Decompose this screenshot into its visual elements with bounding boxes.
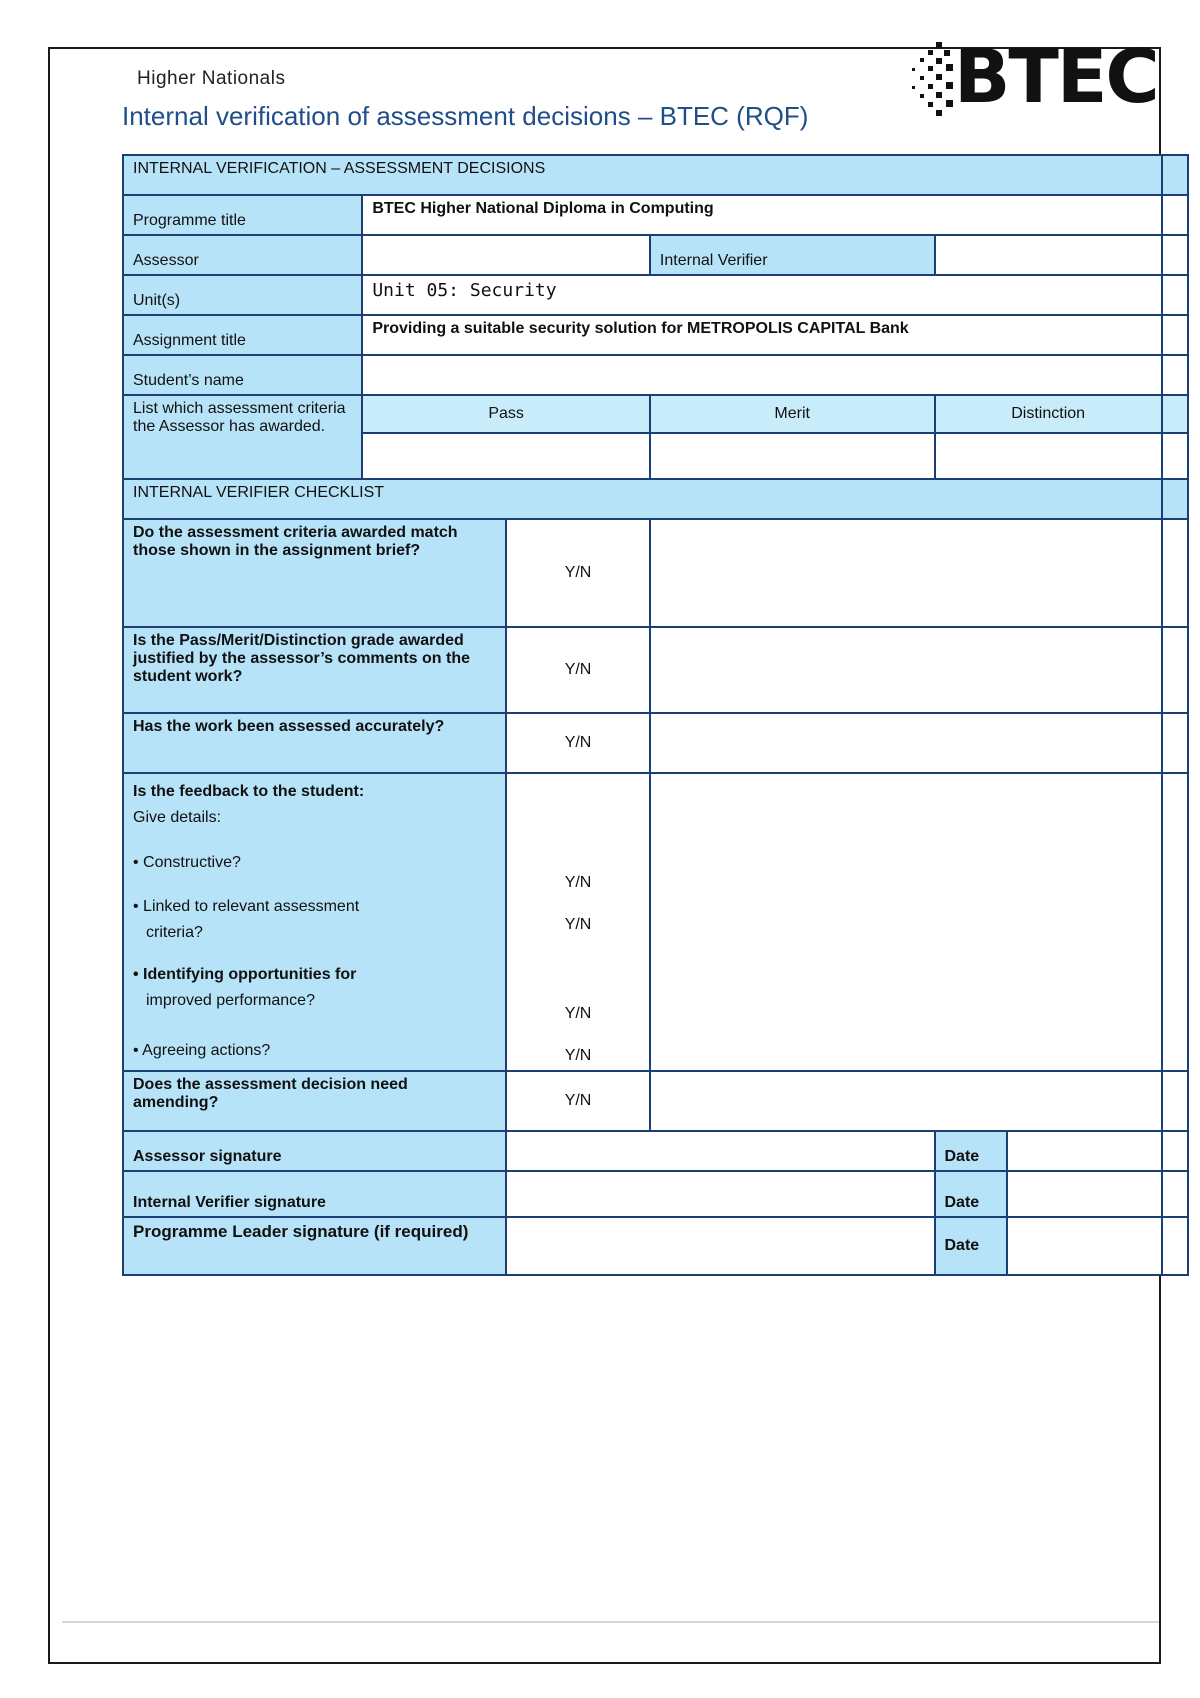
yes-no-field[interactable]: Y/N: [506, 519, 650, 627]
checklist-question: Do the assessment criteria awarded match those shown in the assignment brief?: [123, 519, 506, 627]
feedback-subheading: Give details:: [133, 809, 222, 826]
feedback-item: • Constructive?: [133, 854, 241, 871]
row-strip: [1162, 235, 1188, 275]
btec-logo: [906, 34, 1158, 120]
assessor-label: Assessor: [123, 235, 362, 275]
row-strip: [1162, 1131, 1188, 1171]
programme-title-label: Programme title: [123, 195, 362, 235]
feedback-comment-field[interactable]: [650, 773, 1162, 1071]
row-strip: [1162, 355, 1188, 395]
programme-group-label: Higher Nationals: [137, 68, 286, 89]
yes-no-field[interactable]: Y/N: [564, 916, 592, 933]
comment-field[interactable]: [650, 627, 1162, 713]
assignment-title-label: Assignment title: [123, 315, 362, 355]
feedback-item: • Identifying opportunities for: [133, 966, 357, 983]
feedback-yes-no-group: [506, 773, 650, 1071]
yes-no-field[interactable]: Y/N: [564, 1047, 592, 1064]
feedback-question: [123, 773, 506, 1071]
yes-no-field[interactable]: Y/N: [564, 874, 592, 891]
row-strip: [1162, 1217, 1188, 1275]
row-strip: [1162, 195, 1188, 235]
row-strip: [1162, 713, 1188, 773]
student-name-field[interactable]: [362, 355, 1161, 395]
criteria-label: List which assessment criteria the Assessor has awarded.: [123, 395, 362, 479]
units-field[interactable]: Unit 05: Security: [362, 275, 1161, 315]
units-label: Unit(s): [123, 275, 362, 315]
student-name-label: Student’s name: [123, 355, 362, 395]
dot-pattern-icon: [906, 38, 958, 120]
merit-header: Merit: [650, 395, 935, 433]
amend-question: Does the assessment decision need amending?: [123, 1071, 506, 1131]
feedback-item: • Linked to relevant assessment: [133, 898, 360, 915]
row-strip: [1162, 315, 1188, 355]
date-label: Date: [935, 1217, 1007, 1275]
header-strip: [1162, 479, 1188, 519]
assessment-decisions-header: INTERNAL VERIFICATION – ASSESSMENT DECISIONS: [123, 155, 1162, 195]
internal-verifier-field[interactable]: [935, 235, 1162, 275]
checklist-question: Has the work been assessed accurately?: [123, 713, 506, 773]
header-strip: [1162, 155, 1188, 195]
checklist-question: Is the Pass/Merit/Distinction grade awarded justified by the assessor’s comments on the student work?: [123, 627, 506, 713]
yes-no-field[interactable]: Y/N: [506, 713, 650, 773]
feedback-item: • Agreeing actions?: [133, 1042, 271, 1059]
feedback-item-continued: improved performance?: [146, 992, 315, 1009]
comment-field[interactable]: [650, 519, 1162, 627]
yes-no-field[interactable]: Y/N: [506, 627, 650, 713]
footer-divider: [62, 1621, 1159, 1623]
internal-verifier-signature-label: Internal Verifier signature: [123, 1171, 506, 1217]
pass-criteria-field[interactable]: [362, 433, 650, 479]
date-label: Date: [935, 1131, 1007, 1171]
verification-form: [122, 154, 1189, 1276]
assessor-signature-field[interactable]: [506, 1131, 934, 1171]
feedback-item-continued: criteria?: [146, 924, 203, 941]
programme-leader-signature-field[interactable]: [506, 1217, 934, 1275]
distinction-criteria-field[interactable]: [935, 433, 1162, 479]
internal-verifier-label: Internal Verifier: [650, 235, 935, 275]
row-strip: [1162, 1171, 1188, 1217]
assignment-title-field[interactable]: Providing a suitable security solution for METROPOLIS CAPITAL Bank: [362, 315, 1161, 355]
date-field[interactable]: [1007, 1131, 1162, 1171]
row-strip: [1162, 627, 1188, 713]
checklist-header: INTERNAL VERIFIER CHECKLIST: [123, 479, 1162, 519]
programme-leader-signature-label: Programme Leader signature (if required): [123, 1217, 506, 1275]
merit-criteria-field[interactable]: [650, 433, 935, 479]
pass-header: Pass: [362, 395, 650, 433]
feedback-heading: Is the feedback to the student:: [133, 783, 365, 800]
assessor-field[interactable]: [362, 235, 650, 275]
assessor-signature-label: Assessor signature: [123, 1131, 506, 1171]
date-field[interactable]: [1007, 1217, 1162, 1275]
programme-title-field[interactable]: BTEC Higher National Diploma in Computing: [362, 195, 1161, 235]
date-label: Date: [935, 1171, 1007, 1217]
internal-verifier-signature-field[interactable]: [506, 1171, 934, 1217]
yes-no-field[interactable]: Y/N: [564, 1005, 592, 1022]
logo-text: BTEC: [954, 34, 1158, 120]
page-title: Internal verification of assessment decisions – BTEC (RQF): [122, 101, 809, 131]
row-strip: [1162, 395, 1188, 433]
yes-no-field[interactable]: Y/N: [506, 1071, 650, 1131]
row-strip: [1162, 275, 1188, 315]
row-strip: [1162, 1071, 1188, 1131]
distinction-header: Distinction: [935, 395, 1162, 433]
comment-field[interactable]: [650, 1071, 1162, 1131]
row-strip: [1162, 519, 1188, 627]
date-field[interactable]: [1007, 1171, 1162, 1217]
row-strip: [1162, 773, 1188, 1071]
comment-field[interactable]: [650, 713, 1162, 773]
row-strip: [1162, 433, 1188, 479]
